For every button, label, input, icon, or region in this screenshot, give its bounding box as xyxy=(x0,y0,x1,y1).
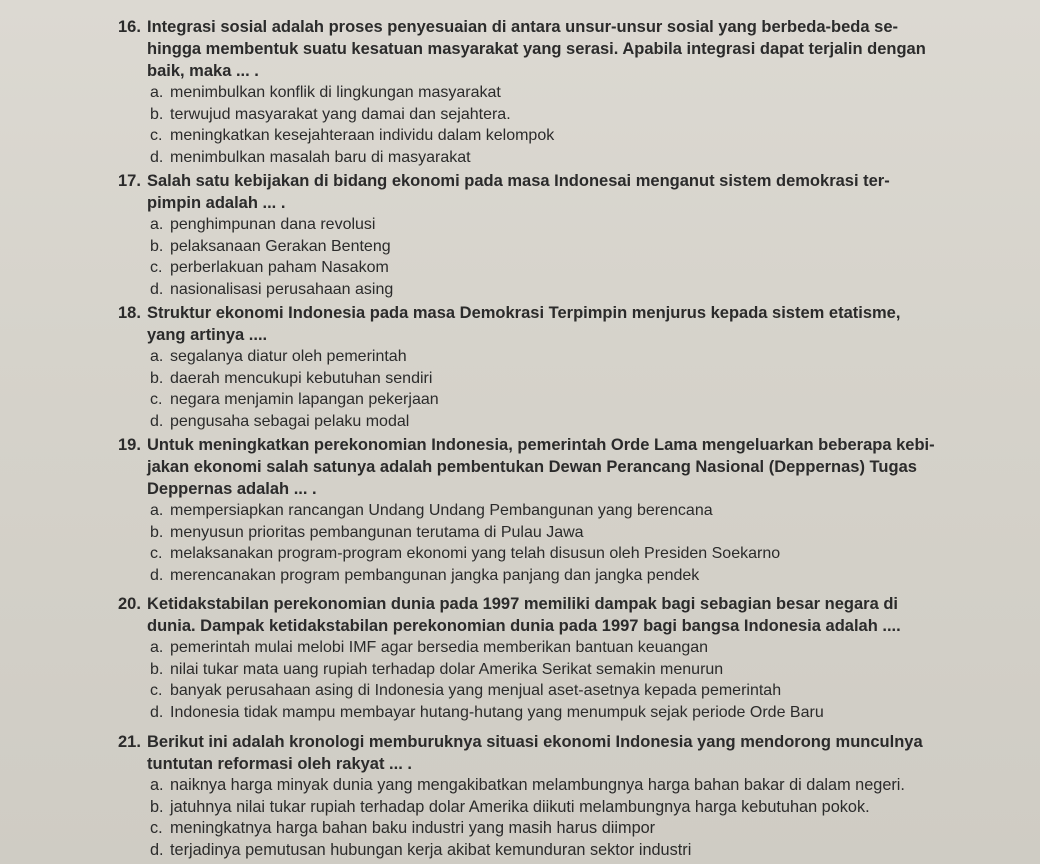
option-a: a. penghimpunan dana revolusi xyxy=(150,216,376,233)
question-number: 16. xyxy=(118,18,141,36)
question-16 xyxy=(118,16,1018,168)
option-a: a. menimbulkan konflik di lingkungan masyarakat xyxy=(150,84,501,101)
question-stem: Struktur ekonomi Indonesia pada masa Demokrasi Terpimpin menjurus kepada sistem etatisme, yang artinya .... xyxy=(147,304,901,344)
question-stem: Berikut ini adalah kronologi memburuknya situasi ekonomi Indonesia yang mendorong munculnya tuntutan reformasi oleh rakyat ... . xyxy=(147,733,923,773)
question-19 xyxy=(118,434,1018,586)
option-b: b. nilai tukar mata uang rupiah terhadap dolar Amerika Serikat semakin menurun xyxy=(150,660,724,678)
question-number: 21. xyxy=(118,733,141,751)
option-b: b. pelaksanaan Gerakan Benteng xyxy=(150,237,391,255)
option-c: c. melaksanakan program-program ekonomi yang telah disusun oleh Presiden Soekarno xyxy=(150,545,781,562)
option-d: d. menimbulkan masalah baru di masyarakat xyxy=(150,148,471,166)
option-c: c. meningkatnya harga bahan baku industri yang masih harus diimpor xyxy=(150,819,656,837)
option-b: b. jatuhnya nilai tukar rupiah terhadap dolar Amerika diikuti melambungnya harga kebutuhan pokok. xyxy=(150,797,870,816)
option-d: d. pengusaha sebagai pelaku modal xyxy=(150,412,410,430)
option-c: c. meningkatkan kesejahteraan individu dalam kelompok xyxy=(150,127,555,144)
question-17 xyxy=(118,170,1018,300)
question-stem: Untuk meningkatkan perekonomian Indonesia, pemerintah Orde Lama mengeluarkan beberapa kebi- jakan ekonomi salah satunya adalah pembentukan Dewan Perancang Nasional (Deppernas) Tugas Deppernas adalah ... . xyxy=(147,436,935,498)
option-list xyxy=(150,500,1018,586)
question-stem: Ketidakstabilan perekonomian dunia pada 1997 memiliki dampak bagi sebagian besar negara di dunia. Dampak ketidakstabilan perekonomian dunia pada 1997 bagi bangsa Indonesia adalah .... xyxy=(147,595,901,635)
option-c: c. banyak perusahaan asing di Indonesia yang menjual aset-asetnya kepada pemerintah xyxy=(150,682,782,699)
option-b: b. daerah mencukupi kebutuhan sendiri xyxy=(150,369,433,387)
question-18 xyxy=(118,302,1018,432)
option-b: b. menyusun prioritas pembangunan terutama di Pulau Jawa xyxy=(150,523,584,541)
option-list xyxy=(150,346,1018,432)
option-list xyxy=(150,637,1018,723)
question-stem: Salah satu kebijakan di bidang ekonomi pada masa Indonesai menganut sistem demokrasi ter- pimpin adalah ... . xyxy=(147,172,890,212)
option-c: c. negara menjamin lapangan pekerjaan xyxy=(150,391,439,408)
option-list xyxy=(150,82,1018,168)
question-number: 18. xyxy=(118,304,141,322)
option-d: d. terjadinya pemutusan hubungan kerja akibat kemunduran sektor industri xyxy=(150,840,692,859)
option-d: d. merencanakan program pembangunan jangka panjang dan jangka pendek xyxy=(150,566,700,584)
question-21 xyxy=(118,731,1018,861)
question-number: 19. xyxy=(118,436,141,454)
option-d: d. nasionalisasi perusahaan asing xyxy=(150,280,394,298)
question-number: 17. xyxy=(118,172,141,190)
option-list xyxy=(150,214,1018,300)
option-a: a. mempersiapkan rancangan Undang Undang Pembangunan yang berencana xyxy=(150,502,713,519)
option-a: a. segalanya diatur oleh pemerintah xyxy=(150,348,407,365)
option-a: a. naiknya harga minyak dunia yang mengakibatkan melambungnya harga bahan bakar di dalam negeri. xyxy=(150,776,905,794)
option-c: c. perberlakuan paham Nasakom xyxy=(150,259,389,276)
option-a: a. pemerintah mulai melobi IMF agar bersedia memberikan bantuan keuangan xyxy=(150,639,709,656)
question-number: 20. xyxy=(118,595,141,613)
question-stem: Integrasi sosial adalah proses penyesuaian di antara unsur-unsur sosial yang berbeda-beda se- hingga membentuk suatu kesatuan masyarakat yang serasi. Apabila integrasi dapat terjalin dengan baik, maka ... . xyxy=(147,18,926,80)
option-b: b. terwujud masyarakat yang damai dan sejahtera. xyxy=(150,105,511,123)
option-list xyxy=(150,775,1018,861)
question-20 xyxy=(118,593,1018,723)
option-d: d. Indonesia tidak mampu membayar hutang-hutang yang menumpuk sejak periode Orde Baru xyxy=(150,703,824,721)
